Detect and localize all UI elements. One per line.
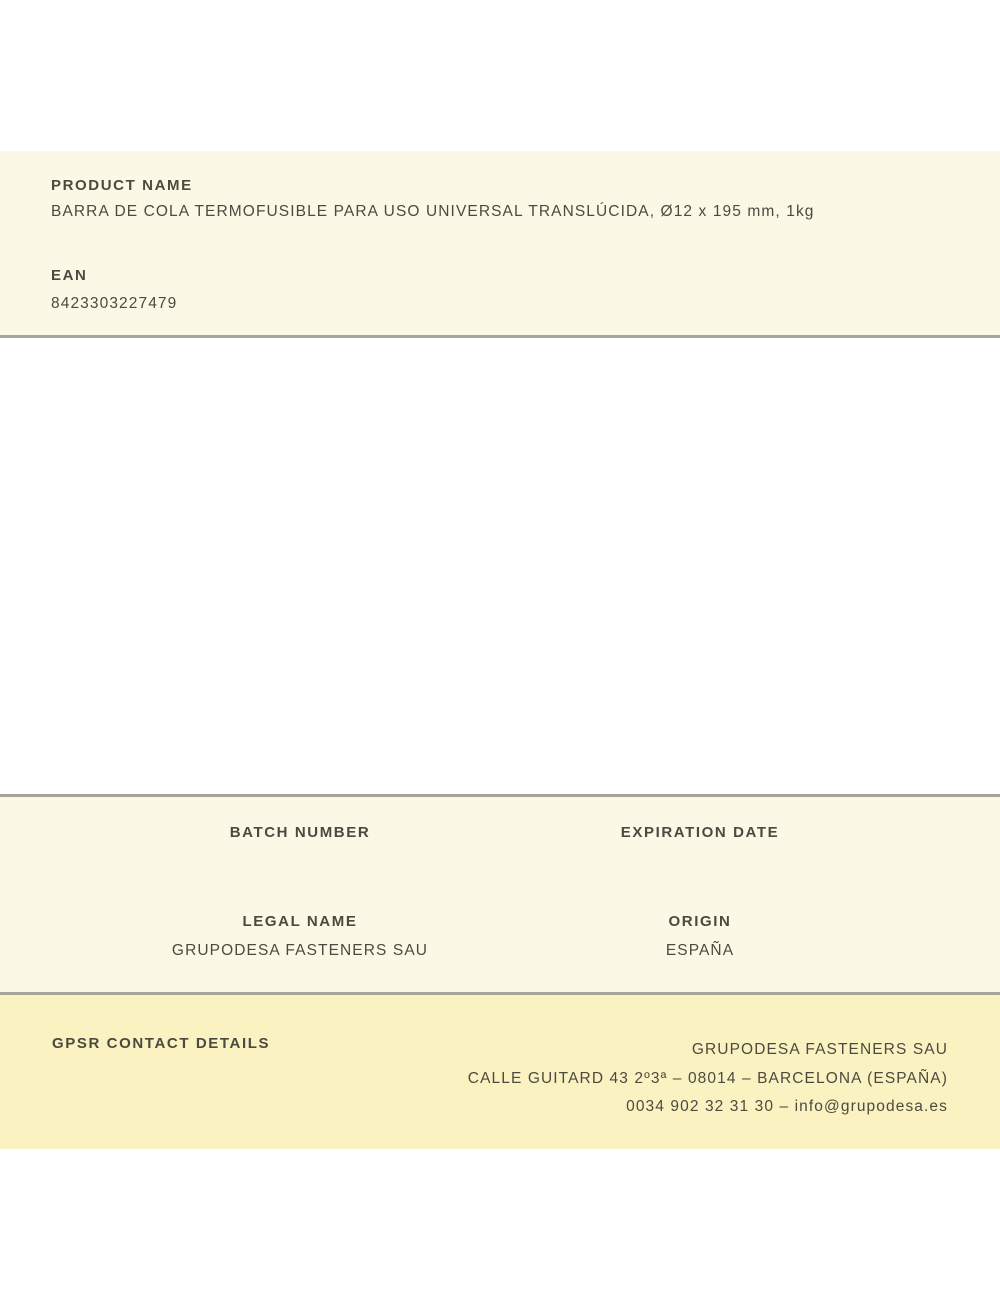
batch-number-label: BATCH NUMBER (229, 824, 371, 841)
product-info-panel (0, 151, 1000, 338)
gpsr-company-name: GRUPODESA FASTENERS SAU (691, 1041, 948, 1058)
expiration-date-label: EXPIRATION DATE (620, 824, 780, 841)
ean-label: EAN (51, 267, 88, 284)
gpsr-address: CALLE GUITARD 43 2º3ª – 08014 – BARCELONA (ESPAÑA) (467, 1069, 948, 1087)
empty-spacer (0, 338, 1000, 794)
origin-label: ORIGIN (668, 913, 732, 930)
gpsr-contact-block (468, 1036, 948, 1122)
gpsr-contact-panel (0, 992, 1000, 1149)
batch-origin-panel (0, 794, 1000, 992)
ean-value: 8423303227479 (51, 295, 178, 312)
batch-legal-column (100, 797, 500, 992)
legal-name-value: GRUPODESA FASTENERS SAU (171, 942, 429, 959)
expiration-origin-column (500, 797, 900, 992)
origin-value: ESPAÑA (665, 942, 735, 959)
legal-name-label: LEGAL NAME (242, 913, 358, 930)
product-name-value: BARRA DE COLA TERMOFUSIBLE PARA USO UNIVERSAL TRANSLÚCIDA, Ø12 x 195 mm, 1kg (51, 203, 815, 220)
gpsr-phone-email: 0034 902 32 31 30 – info@grupodesa.es (626, 1098, 948, 1115)
product-name-label: PRODUCT NAME (51, 177, 193, 194)
gpsr-contact-label: GPSR CONTACT DETAILS (52, 1035, 271, 1052)
